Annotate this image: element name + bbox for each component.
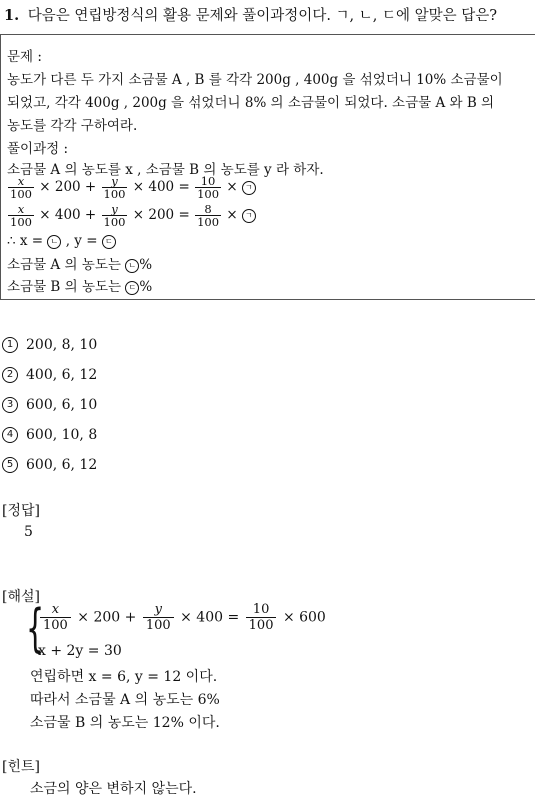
problem-line-1: 농도가 다른 두 가지 소금물 A , B 를 각각 200g , 400g 을 섞었더니 10% 소금물이 [7, 72, 503, 88]
question-text: 다음은 연립방정식의 활용 문제와 풀이과정이다. ㄱ, ㄴ, ㄷ에 알맞은 답은? [27, 8, 498, 24]
result-a [7, 253, 152, 273]
operator: × 200 + [77, 609, 137, 626]
option-number: 3 [2, 397, 18, 413]
explanation-equation-1 [38, 602, 326, 633]
solution-line-1: 소금물 A 의 농도를 x , 소금물 B 의 농도를 y 라 하자. [7, 162, 324, 178]
result-a-text: 소금물 A 의 농도는 [7, 257, 121, 273]
problem-line-3: 농도를 각각 구하여라. [7, 118, 138, 134]
fraction [195, 175, 221, 200]
option-text: 400, 6, 12 [26, 367, 98, 383]
fraction [8, 203, 34, 228]
hint-text: 소금의 양은 변하지 않는다. [30, 781, 197, 797]
numerator: x [17, 202, 25, 216]
fraction [102, 175, 128, 200]
numerator: 10 [200, 174, 216, 188]
numerator: 8 [204, 202, 212, 216]
blank-marker: ㄷ [125, 281, 139, 295]
problem-box [0, 34, 535, 300]
operator: × 200 + [39, 179, 97, 195]
option-3[interactable] [2, 397, 97, 413]
percent: % [139, 257, 153, 273]
numerator: x [51, 602, 60, 617]
operator: × [226, 179, 238, 195]
explanation-line-1: 연립하면 x = 6, y = 12 이다. [30, 669, 218, 685]
fraction [246, 602, 277, 633]
numerator: y [111, 174, 118, 188]
percent: % [139, 279, 153, 295]
option-text: 600, 10, 8 [26, 427, 98, 443]
blank-marker: ㄱ [242, 209, 256, 223]
operator: × 400 = [132, 179, 190, 195]
operator: × 600 [282, 609, 326, 626]
therefore-line [7, 233, 116, 249]
denominator: 100 [197, 215, 220, 229]
operator: × [226, 207, 238, 223]
explanation-label: [해설] [2, 589, 40, 605]
denominator: 100 [143, 617, 174, 633]
denominator: 100 [103, 215, 126, 229]
numerator: y [111, 202, 118, 216]
option-text: 600, 6, 12 [26, 457, 98, 473]
option-number: 1 [2, 337, 18, 353]
problem-line-2: 되었고, 각각 400g , 200g 을 섞었더니 8% 의 소금물이 되었다. 소금물 A 와 B 의 [7, 95, 495, 111]
denominator: 100 [103, 187, 126, 201]
option-5[interactable] [2, 457, 97, 473]
denominator: 100 [10, 187, 32, 201]
blank-marker: ㄱ [242, 181, 256, 195]
option-2[interactable] [2, 367, 97, 383]
option-1[interactable] [2, 337, 97, 353]
fraction [40, 602, 71, 633]
solution-label: 풀이과정 : [7, 141, 69, 157]
result-b-text: 소금물 B 의 농도는 [7, 279, 122, 295]
therefore-text: ∴ x = [7, 233, 44, 249]
system-brace: { [26, 599, 45, 659]
fraction [195, 203, 221, 228]
option-number: 2 [2, 367, 18, 383]
explanation-line-2: 따라서 소금물 A 의 농도는 6% [30, 692, 220, 708]
answer-value: 5 [24, 524, 33, 540]
numerator: 10 [252, 602, 270, 617]
numerator: y [154, 602, 162, 617]
solution-equation-1 [7, 175, 256, 200]
denominator: 100 [197, 187, 220, 201]
option-number: 4 [2, 427, 18, 443]
problem-label: 문제 : [7, 49, 42, 65]
therefore-mid: , y = [65, 233, 98, 249]
option-text: 600, 6, 10 [26, 397, 98, 413]
option-number: 5 [2, 457, 18, 473]
denominator: 100 [10, 215, 32, 229]
fraction [8, 175, 34, 200]
solution-equation-2 [7, 203, 256, 228]
hint-label: [힌트] [2, 759, 40, 775]
operator: × 400 = [180, 609, 240, 626]
denominator: 100 [246, 617, 277, 633]
denominator: 100 [40, 617, 71, 633]
explanation-line-3: 소금물 B 의 농도는 12% 이다. [30, 715, 220, 731]
option-text: 200, 8, 10 [26, 337, 98, 353]
question-title [4, 4, 497, 25]
explanation-equation-2: x + 2y = 30 [38, 643, 122, 659]
fraction [102, 203, 128, 228]
numerator: x [17, 174, 25, 188]
blank-marker: ㄴ [125, 259, 139, 273]
option-4[interactable] [2, 427, 97, 443]
blank-marker: ㄴ [47, 235, 61, 249]
fraction [143, 602, 174, 633]
result-b [7, 275, 152, 295]
blank-marker: ㄷ [102, 235, 116, 249]
operator: × 400 + [39, 207, 97, 223]
operator: × 200 = [132, 207, 190, 223]
answer-label: [정답] [2, 503, 40, 519]
question-number: 1. [4, 7, 20, 24]
